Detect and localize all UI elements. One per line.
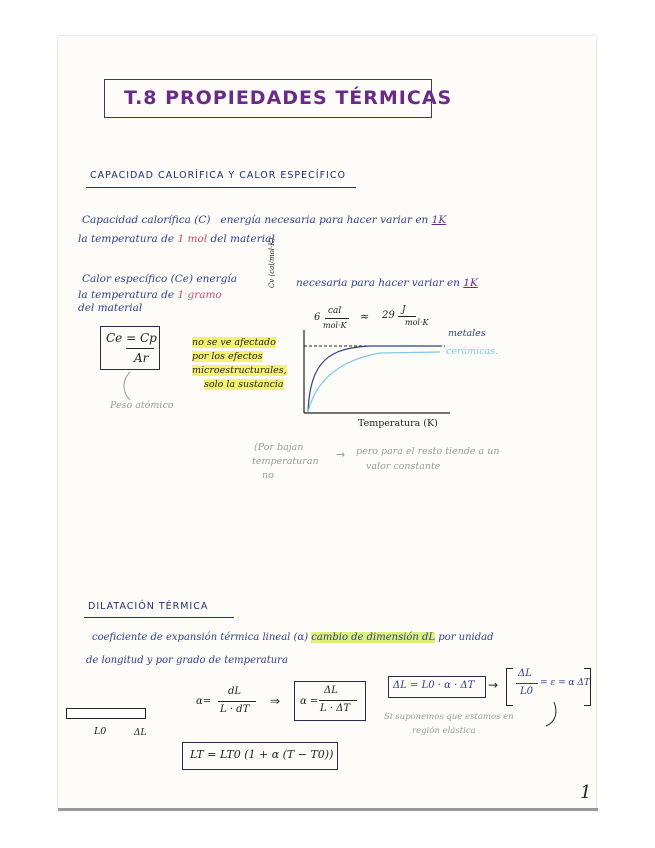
capacidad-mol: 1 mol	[177, 233, 208, 245]
alpha-box-num: ΔL	[324, 685, 338, 696]
note-text-4: solo la sustancia	[204, 379, 284, 390]
section2-underline	[84, 617, 234, 618]
metales-curve	[308, 346, 440, 412]
calor-especifico-term: Calor específico (Ce) energía	[82, 273, 237, 285]
alpha-box-lhs: α =	[300, 696, 319, 707]
strain-bracket-right	[584, 668, 591, 706]
baja-line-1: (Por bajan	[254, 442, 304, 453]
strain-den: L0	[520, 686, 534, 697]
section1-underline	[86, 187, 356, 188]
note-text-1: no se ve afectado	[192, 337, 276, 348]
graph-J: J	[402, 305, 406, 315]
graph-eq: ≈	[360, 310, 370, 323]
ce-formula-den: Ar	[134, 351, 149, 365]
peso-atomico-label: Peso atómico	[110, 400, 174, 411]
graph-molk2: mol·K	[405, 318, 429, 327]
dl-box-text: ΔL = L0 · α · ΔT	[393, 680, 475, 691]
rod	[66, 708, 138, 719]
x-axis-label: Temperatura (K)	[358, 418, 438, 429]
page-title: T.8 PROPIEDADES TÉRMICAS	[124, 87, 453, 109]
alpha-def-num: dL	[228, 686, 242, 697]
capacidad-line2-end: del material	[210, 233, 275, 245]
dilatacion-term: coeficiente de expansión térmica lineal (α)	[92, 632, 309, 643]
baja-line-3: no	[262, 470, 274, 481]
dilatacion-highlight: cambio de dimensión dL	[311, 632, 436, 643]
graph-29: 29	[382, 310, 395, 321]
section2-heading: DILATACIÓN TÉRMICA	[88, 601, 209, 612]
capacidad-line-2	[78, 233, 275, 245]
dl-to-strain-arrow: →	[488, 678, 499, 692]
note-text-3: microestructurales,	[192, 365, 287, 376]
calor-especifico-gramo: 1 gramo	[177, 289, 222, 301]
alpha-def-bar	[218, 701, 256, 702]
note-text-2: por los efectos	[192, 351, 263, 362]
capacidad-unit: 1K	[431, 214, 447, 226]
dilatacion-line1-end: por unidad	[438, 632, 494, 643]
curve-label-metales: metales	[448, 328, 486, 339]
strain-rhs: = ε = α ΔT	[540, 678, 590, 688]
suponemos-arrow	[542, 700, 562, 730]
baja-line-2: temperaturan	[252, 456, 319, 467]
y-axis-label-text: Cv (cal/mol·K)	[268, 237, 276, 288]
note-line-2	[192, 351, 263, 362]
suponemos-line-1: Si suponemos que estamos en	[384, 712, 514, 722]
ce-formula-bar	[126, 348, 154, 349]
resto-line-2: valor constante	[366, 461, 441, 472]
calor-especifico-line-2	[78, 289, 222, 301]
suponemos-line-2: región elástica	[412, 726, 476, 736]
capacidad-line2-text: la temperatura de	[78, 233, 175, 245]
curve-label-ceramicas: cerámicas.	[446, 346, 499, 357]
strain-bar	[516, 683, 538, 684]
calor-especifico-line2: la temperatura de	[78, 289, 175, 301]
strain-num: ΔL	[518, 668, 532, 679]
rod-extension	[137, 708, 146, 719]
alpha-box-den: L · ΔT	[320, 703, 351, 714]
lt-formula-text: LT = LT0 (1 + α (T − T0))	[190, 748, 334, 761]
rod-l0-label: L0	[94, 726, 107, 737]
note-line-4	[204, 379, 284, 390]
implies-arrow: ⇒	[270, 694, 281, 708]
alpha-box-bar	[319, 700, 357, 701]
graph-unit-6: 6	[314, 312, 321, 323]
note-line-1	[192, 337, 276, 348]
capacidad-line-1	[82, 214, 446, 226]
graph-unit-cal: cal	[328, 306, 342, 316]
dilatacion-line-1	[92, 632, 494, 643]
alpha-def-den: L · dT	[220, 704, 250, 715]
graph-unit-molk: mol·K	[323, 321, 347, 330]
page-number: 1	[580, 782, 592, 803]
calor-especifico-line-3: del material	[78, 302, 143, 314]
resto-line-1: pero para el resto tiende a un	[356, 446, 500, 457]
calor-especifico-unit: 1K	[463, 277, 478, 289]
page-bottom-edge	[58, 808, 598, 811]
strain-bracket-left	[506, 668, 513, 706]
peso-atomico-arrow	[118, 370, 138, 402]
calor-especifico-definition: necesaria para hacer variar en	[296, 277, 460, 289]
ce-formula-num: Ce = Cp	[106, 331, 157, 345]
capacidad-term: Capacidad calorífica (C)	[82, 214, 211, 226]
dilatacion-line-2: de longitud y por grado de temperatura	[86, 655, 288, 666]
rod-dl-label: ΔL	[134, 728, 147, 738]
calor-especifico-line-1	[82, 273, 237, 285]
section1-heading: CAPACIDAD CALORÍFICA Y CALOR ESPECÍFICO	[90, 170, 346, 181]
capacidad-definition: energía necesaria para hacer variar en	[220, 214, 429, 226]
alpha-def-lhs: α=	[196, 696, 212, 707]
note-line-3	[192, 365, 287, 376]
ceramicas-curve	[308, 352, 440, 412]
baja-arrow: →	[336, 448, 346, 461]
